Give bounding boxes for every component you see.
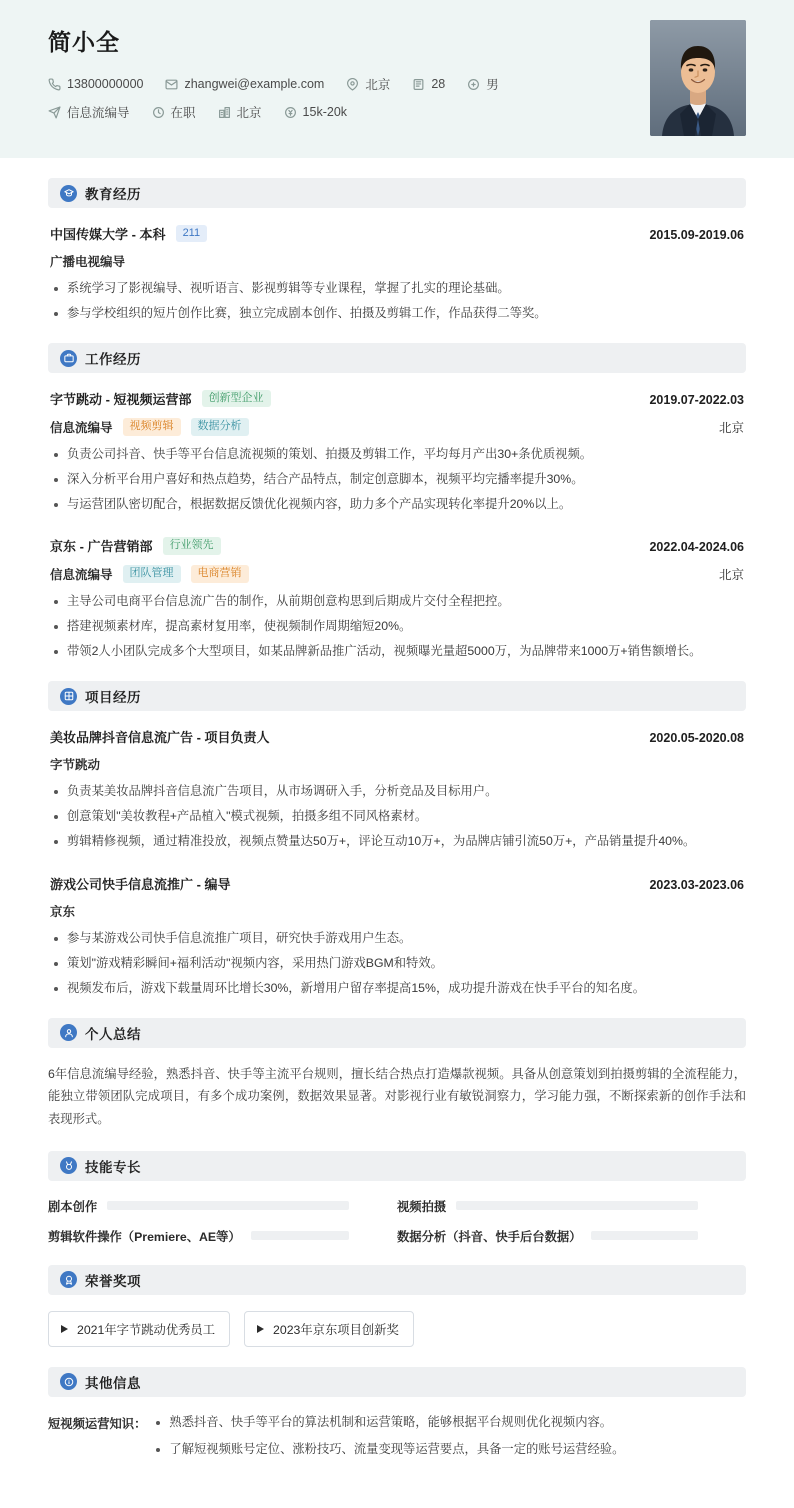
work-date: 2019.07-2022.03 — [649, 393, 744, 408]
section-other — [48, 1367, 746, 1467]
section-title-work: 工作经历 — [85, 352, 141, 368]
project-item-header — [50, 874, 744, 893]
work-item-header — [50, 536, 744, 555]
list-item: 带领2人小团队完成多个大型项目，如某品牌新品推广活动，视频曝光量超5000万，为品牌带来1000万+销售额增长。 — [50, 642, 744, 661]
briefcase-icon — [60, 350, 77, 367]
list-item: 参与学校组织的短片创作比赛，独立完成剧本创作、拍摄及剪辑工作，作品获得二等奖。 — [50, 304, 744, 323]
project-name: 美妆品牌抖音信息流广告 - 项目负责人 — [50, 730, 270, 746]
work-company: 京东 - 广告营销部 — [50, 539, 153, 555]
work-role-left — [50, 565, 249, 583]
page-title: 简小全 — [48, 29, 120, 55]
list-item: 负责某美妆品牌抖音信息流广告项目，从市场调研入手，分析竞品及目标用户。 — [50, 782, 744, 801]
send-icon — [48, 106, 61, 119]
skill-bar — [107, 1201, 349, 1210]
location-icon — [346, 78, 359, 91]
work-role: 信息流编导 — [50, 421, 113, 436]
other-info — [48, 1413, 746, 1467]
info-icon — [60, 1373, 77, 1390]
honors-list — [48, 1311, 746, 1347]
work-item — [48, 520, 746, 661]
list-item: 创意策划"美妆教程+产品植入"模式视频，拍摄多组不同风格素材。 — [50, 807, 744, 826]
play-icon — [61, 1325, 68, 1333]
work-company-tag: 创新型企业 — [202, 390, 271, 408]
project-company: 字节跳动 — [50, 758, 101, 773]
work-role: 信息流编导 — [50, 568, 113, 583]
section-header-summary — [48, 1018, 746, 1048]
project-bullets — [50, 929, 744, 998]
honor-label: 2021年字节跳动优秀员工 — [77, 1322, 216, 1337]
contact-job — [48, 103, 130, 121]
list-item: 与运营团队密切配合，根据数据反馈优化视频内容，助力多个产品实现转化率提升20%以上。 — [50, 495, 744, 514]
work-role-tag: 电商营销 — [191, 565, 249, 583]
other-bullets — [152, 1413, 746, 1467]
section-header-education — [48, 178, 746, 208]
section-header-honors — [48, 1265, 746, 1295]
project-date: 2023.03-2023.06 — [649, 877, 744, 892]
section-title-project: 项目经历 — [85, 690, 141, 706]
project-name: 游戏公司快手信息流推广 - 编导 — [50, 876, 231, 892]
phone-icon — [48, 78, 61, 91]
project-item-header — [50, 727, 744, 746]
resume-header — [0, 0, 794, 158]
education-bullets — [50, 279, 744, 323]
education-date: 2015.09-2019.06 — [649, 228, 744, 242]
contact-status — [152, 103, 196, 121]
contact-email-value: zhangwei@example.com — [184, 77, 325, 91]
education-item-left — [50, 224, 207, 243]
work-role-tag: 视频剪辑 — [123, 418, 181, 436]
contact-status-value: 在职 — [170, 106, 196, 120]
contact-gender-value: 男 — [486, 78, 499, 92]
contact-job-value: 信息流编导 — [67, 106, 130, 120]
list-item: 系统学习了影视编导、视听语言、影视剪辑等专业课程，掌握了扎实的理论基础。 — [50, 279, 744, 298]
medal-icon — [60, 1157, 77, 1174]
skill-name: 剪辑软件操作（Premiere、AE等） — [48, 1229, 241, 1244]
list-item: 搭建视频素材库，提高素材复用率，使视频制作周期缩短20%。 — [50, 617, 744, 636]
list-item: 了解短视频账号定位、涨粉技巧、流量变现等运营要点，具备一定的账号运营经验。 — [152, 1440, 746, 1459]
skill-bar — [251, 1231, 349, 1240]
work-bullets — [50, 445, 744, 514]
section-project — [48, 681, 746, 997]
list-item: 深入分析平台用户喜好和热点趋势，结合产品特点，制定创意脚本，视频平均完播率提升30%。 — [50, 470, 744, 489]
contact-location — [346, 75, 390, 93]
contact-location-value: 北京 — [365, 78, 391, 92]
section-header-project — [48, 681, 746, 711]
work-item-left — [50, 536, 221, 555]
section-header-skills — [48, 1151, 746, 1181]
section-header-other — [48, 1367, 746, 1397]
gender-icon — [467, 78, 480, 91]
city-icon — [218, 106, 231, 119]
skill-name: 视频拍摄 — [397, 1199, 447, 1214]
project-icon — [60, 688, 77, 705]
work-item-left — [50, 389, 271, 408]
award-icon — [60, 1271, 77, 1288]
summary-text: 6年信息流编导经验，熟悉抖音、快手等主流平台规则，擅长结合热点打造爆款视频。具备从创意策划到拍摄剪辑的全流程能力，能独立带领团队完成项目，有多个成功案例，数据效果显著。对影视行业有敏锐洞察力，学习能力强，不断探索新的创作手法和表现形式。 — [48, 1066, 746, 1127]
skill-item — [48, 1227, 397, 1245]
education-school: 中国传媒大学 - 本科 — [50, 227, 166, 242]
section-title-skills: 技能专长 — [85, 1159, 141, 1175]
resume-body — [0, 178, 794, 1477]
list-item: 剪辑精修视频，通过精准投放，视频点赞量达50万+，评论互动10万+，为品牌店铺引流50万+，产品销量提升40%。 — [50, 832, 744, 851]
education-item — [48, 208, 746, 323]
work-company: 字节跳动 - 短视频运营部 — [50, 392, 192, 408]
header-info — [48, 20, 499, 131]
skill-bar — [456, 1201, 698, 1210]
work-role-tag: 团队管理 — [123, 565, 181, 583]
education-item-header — [50, 224, 744, 243]
section-title-honors: 荣誉奖项 — [85, 1273, 141, 1289]
contact-row-secondary — [48, 103, 499, 121]
contact-city-value: 北京 — [236, 106, 262, 120]
list-item: 视频发布后，游戏下载量周环比增长30%，新增用户留存率提高15%，成功提升游戏在快手平台的知名度。 — [50, 979, 744, 998]
contact-age — [412, 77, 445, 91]
project-bullets — [50, 782, 744, 851]
skill-bar — [591, 1231, 698, 1240]
work-location: 北京 — [718, 421, 744, 436]
education-tag: 211 — [176, 225, 208, 243]
work-location: 北京 — [718, 568, 744, 583]
list-item: 熟悉抖音、快手等平台的算法机制和运营策略，能够根据平台规则优化视频内容。 — [152, 1413, 746, 1432]
education-major: 广播电视编导 — [50, 255, 126, 269]
honor-label: 2023年京东项目创新奖 — [273, 1322, 399, 1337]
list-item: 参与某游戏公司快手信息流推广项目，研究快手游戏用户生态。 — [50, 929, 744, 948]
project-date: 2020.05-2020.08 — [649, 731, 744, 746]
contact-phone-value: 13800000000 — [67, 77, 144, 91]
contact-city — [218, 103, 262, 121]
work-item-header — [50, 389, 744, 408]
skill-item — [48, 1197, 397, 1215]
list-item: 主导公司电商平台信息流广告的制作，从前期创意构思到后期成片交付全程把控。 — [50, 592, 744, 611]
contact-age-value: 28 — [431, 77, 446, 91]
contact-gender — [467, 75, 499, 93]
contact-row-primary — [48, 75, 499, 93]
section-header-work — [48, 343, 746, 373]
section-skills — [48, 1151, 746, 1245]
work-bullets — [50, 592, 744, 661]
contact-phone — [48, 77, 143, 91]
list-item: 策划"游戏精彩瞬间+福利活动"视频内容，采用热门游戏BGM和特效。 — [50, 954, 744, 973]
contact-email — [165, 77, 324, 91]
section-title-other: 其他信息 — [85, 1375, 141, 1391]
work-role-row — [50, 418, 744, 436]
project-item — [48, 858, 746, 998]
contact-salary-value: 15k-20k — [302, 105, 348, 119]
honor-item[interactable] — [48, 1311, 230, 1347]
skills-grid — [48, 1197, 746, 1245]
contact-salary — [284, 105, 347, 119]
project-item — [48, 711, 746, 851]
honor-item[interactable] — [244, 1311, 414, 1347]
other-label: 短视频运营知识： — [48, 1416, 147, 1431]
work-company-tag: 行业领先 — [163, 537, 221, 555]
email-icon — [165, 78, 178, 91]
section-title-summary: 个人总结 — [85, 1026, 141, 1042]
person-icon — [60, 1024, 77, 1041]
play-icon — [257, 1325, 264, 1333]
work-item — [48, 373, 746, 514]
section-title-education: 教育经历 — [85, 187, 141, 202]
work-role-left — [50, 418, 249, 436]
work-role-tag: 数据分析 — [191, 418, 249, 436]
avatar — [650, 20, 746, 136]
section-work — [48, 343, 746, 661]
list-item: 负责公司抖音、快手等平台信息流视频的策划、拍摄及剪辑工作，平均每月产出30+条优质视频。 — [50, 445, 744, 464]
section-summary — [48, 1018, 746, 1131]
project-company: 京东 — [50, 904, 76, 919]
skill-name: 数据分析（抖音、快手后台数据） — [397, 1229, 582, 1244]
status-icon — [152, 106, 165, 119]
skill-item — [397, 1227, 746, 1245]
section-education — [48, 178, 746, 323]
work-role-row — [50, 565, 744, 583]
skill-name: 剧本创作 — [48, 1199, 98, 1214]
section-honors — [48, 1265, 746, 1347]
age-icon — [412, 78, 425, 91]
graduation-icon — [60, 185, 77, 202]
salary-icon — [284, 106, 297, 119]
work-date: 2022.04-2024.06 — [649, 540, 744, 555]
skill-item — [397, 1197, 746, 1215]
